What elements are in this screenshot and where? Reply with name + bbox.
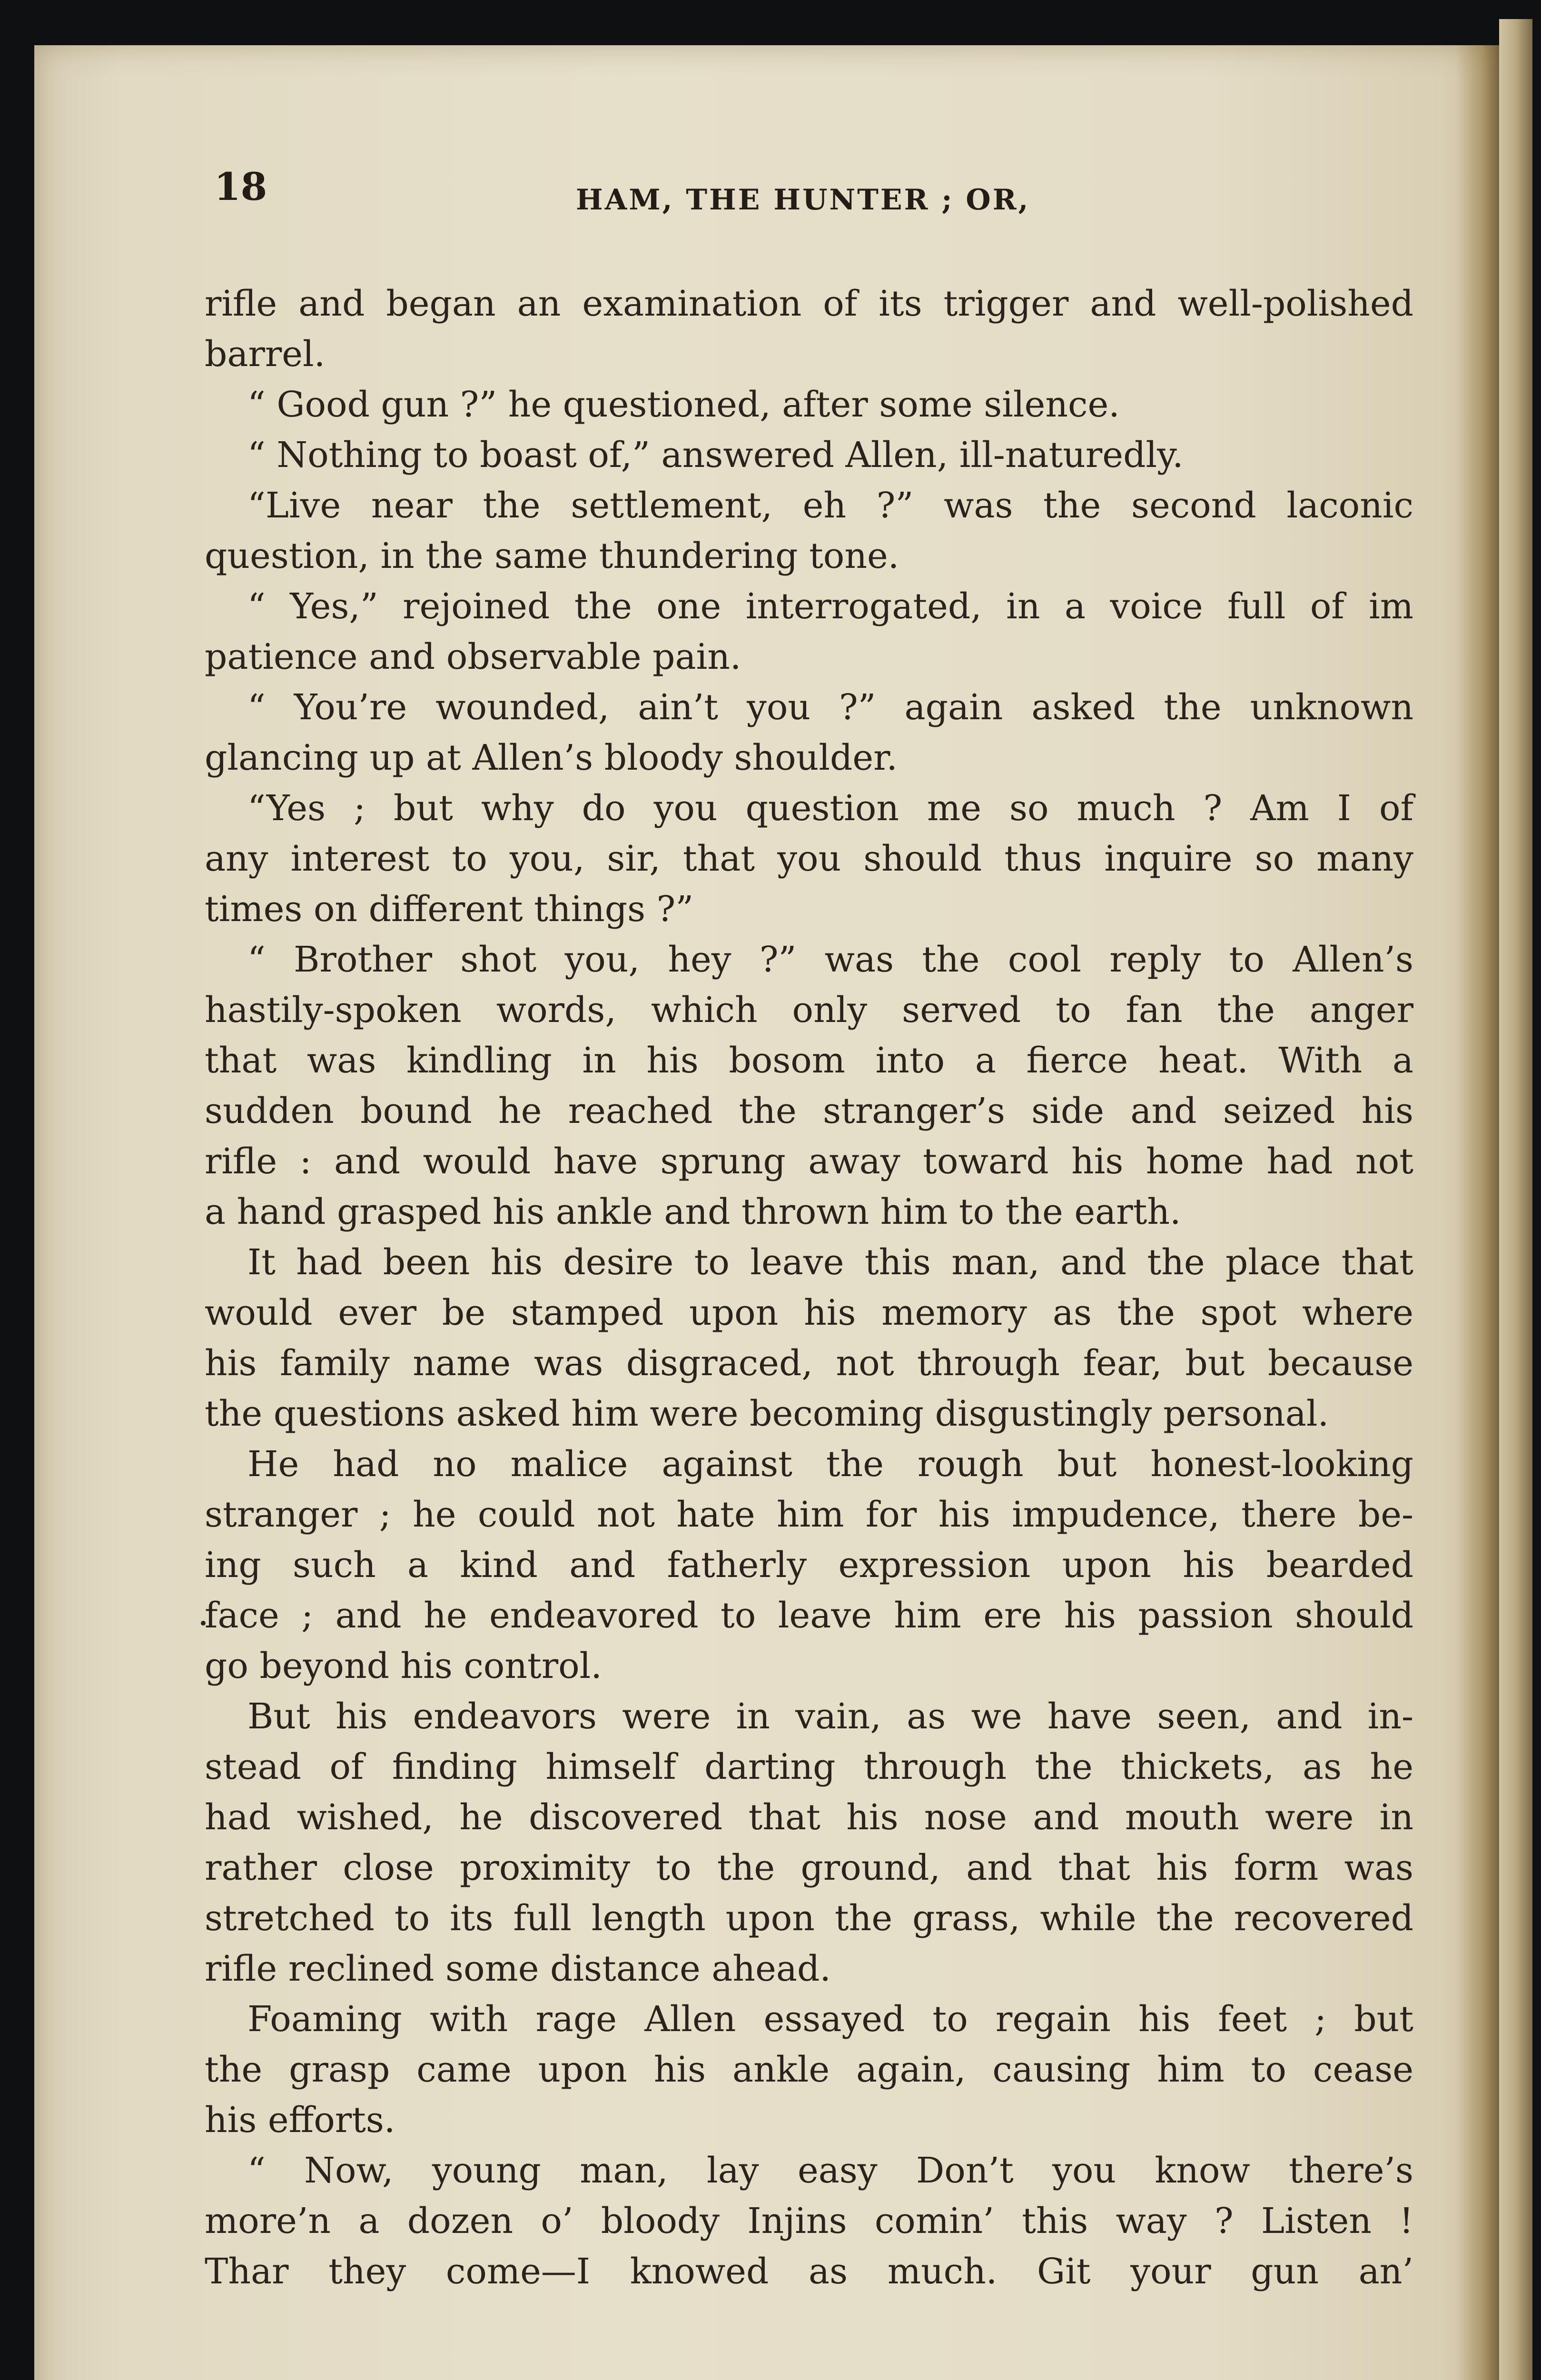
text-line: “ Now, young man, lay easy Don’t you know there’s xyxy=(247,2150,1413,2191)
text-line: a hand grasped his ankle and thrown him to the earth. xyxy=(205,1191,1181,1232)
text-line: “Live near the settlement, eh ?” was the second laconic xyxy=(247,485,1413,526)
text-line: barrel. xyxy=(205,334,326,375)
text-line: patience and observable pain. xyxy=(205,636,741,677)
text-line: any interest to you, sir, that you should thus inquire so many xyxy=(205,838,1413,879)
text-line: glancing up at Allen’s bloody shoulder. xyxy=(205,737,898,778)
text-line: “ Good gun ?” he questioned, after some silence. xyxy=(247,384,1120,425)
text-line: the grasp came upon his ankle again, causing him to cease xyxy=(205,2049,1413,2090)
text-line: “ Yes,” rejoined the one interrogated, in a voice full of im xyxy=(247,586,1413,627)
text-line: would ever be stamped upon his memory as the spot where xyxy=(205,1292,1413,1333)
text-line: had wished, he discovered that his nose and mouth were in xyxy=(205,1797,1413,1838)
text-line: “ You’re wounded, ain’t you ?” again asked the unknown xyxy=(247,687,1413,728)
text-line: “Yes ; but why do you question me so much ? Am I of xyxy=(247,788,1413,829)
text-line: rifle : and would have sprung away toward his home had not xyxy=(205,1141,1413,1182)
text-line: He had no malice against the rough but honest-looking xyxy=(247,1444,1413,1485)
text-line: times on different things ?” xyxy=(205,889,694,930)
text-line: that was kindling in his bosom into a fierce heat. With a xyxy=(205,1040,1413,1081)
text-line: stranger ; he could not hate him for his impudence, there be- xyxy=(205,1494,1413,1535)
text-line: rifle and began an examination of its trigger and well-polished xyxy=(205,283,1413,324)
text-line: “ Nothing to boast of,” answered Allen, ill-naturedly. xyxy=(247,435,1184,476)
text-line: hastily-spoken words, which only served to fan the anger xyxy=(205,990,1413,1031)
text-line: “ Brother shot you, hey ?” was the cool reply to Allen’s xyxy=(247,939,1413,980)
spine-shadow xyxy=(1456,45,1499,2380)
text-line: ing such a kind and fatherly expression upon his bearded xyxy=(205,1545,1413,1586)
text-line: go beyond his control. xyxy=(205,1646,602,1686)
text-line: his family name was disgraced, not through fear, but because xyxy=(205,1343,1413,1384)
text-line: more’n a dozen o’ bloody Injins comin’ this way ? Listen ! xyxy=(205,2201,1413,2241)
page-number: 18 xyxy=(214,164,267,209)
text-line: question, in the same thundering tone. xyxy=(205,536,899,576)
text-line: stead of finding himself darting through the thickets, as he xyxy=(205,1746,1413,1787)
text-line: sudden bound he reached the stranger’s side and seized his xyxy=(205,1091,1413,1131)
text-line: Thar they come—I knowed as much. Git your gun an’ xyxy=(205,2251,1413,2292)
text-line: the questions asked him were becoming disgustingly personal. xyxy=(205,1393,1329,1434)
text-line: rather close proximity to the ground, and that his form was xyxy=(205,1847,1413,1888)
text-line: his efforts. xyxy=(205,2100,395,2141)
text-line: It had been his desire to leave this man, and the place that xyxy=(247,1242,1413,1283)
text-line: face ; and he endeavored to leave him ere his passion should xyxy=(205,1595,1413,1636)
text-line: stretched to its full length upon the grass, while the recovered xyxy=(205,1898,1413,1939)
body-text xyxy=(205,278,1413,2297)
text-line: Foaming with rage Allen essayed to regain his feet ; but xyxy=(247,1999,1413,2040)
running-title: HAM, THE HUNTER ; OR, xyxy=(576,183,1030,217)
text-line: rifle reclined some distance ahead. xyxy=(205,1948,831,1989)
page-edge xyxy=(1499,19,1532,2380)
text-line: But his endeavors were in vain, as we have seen, and in- xyxy=(247,1696,1413,1737)
